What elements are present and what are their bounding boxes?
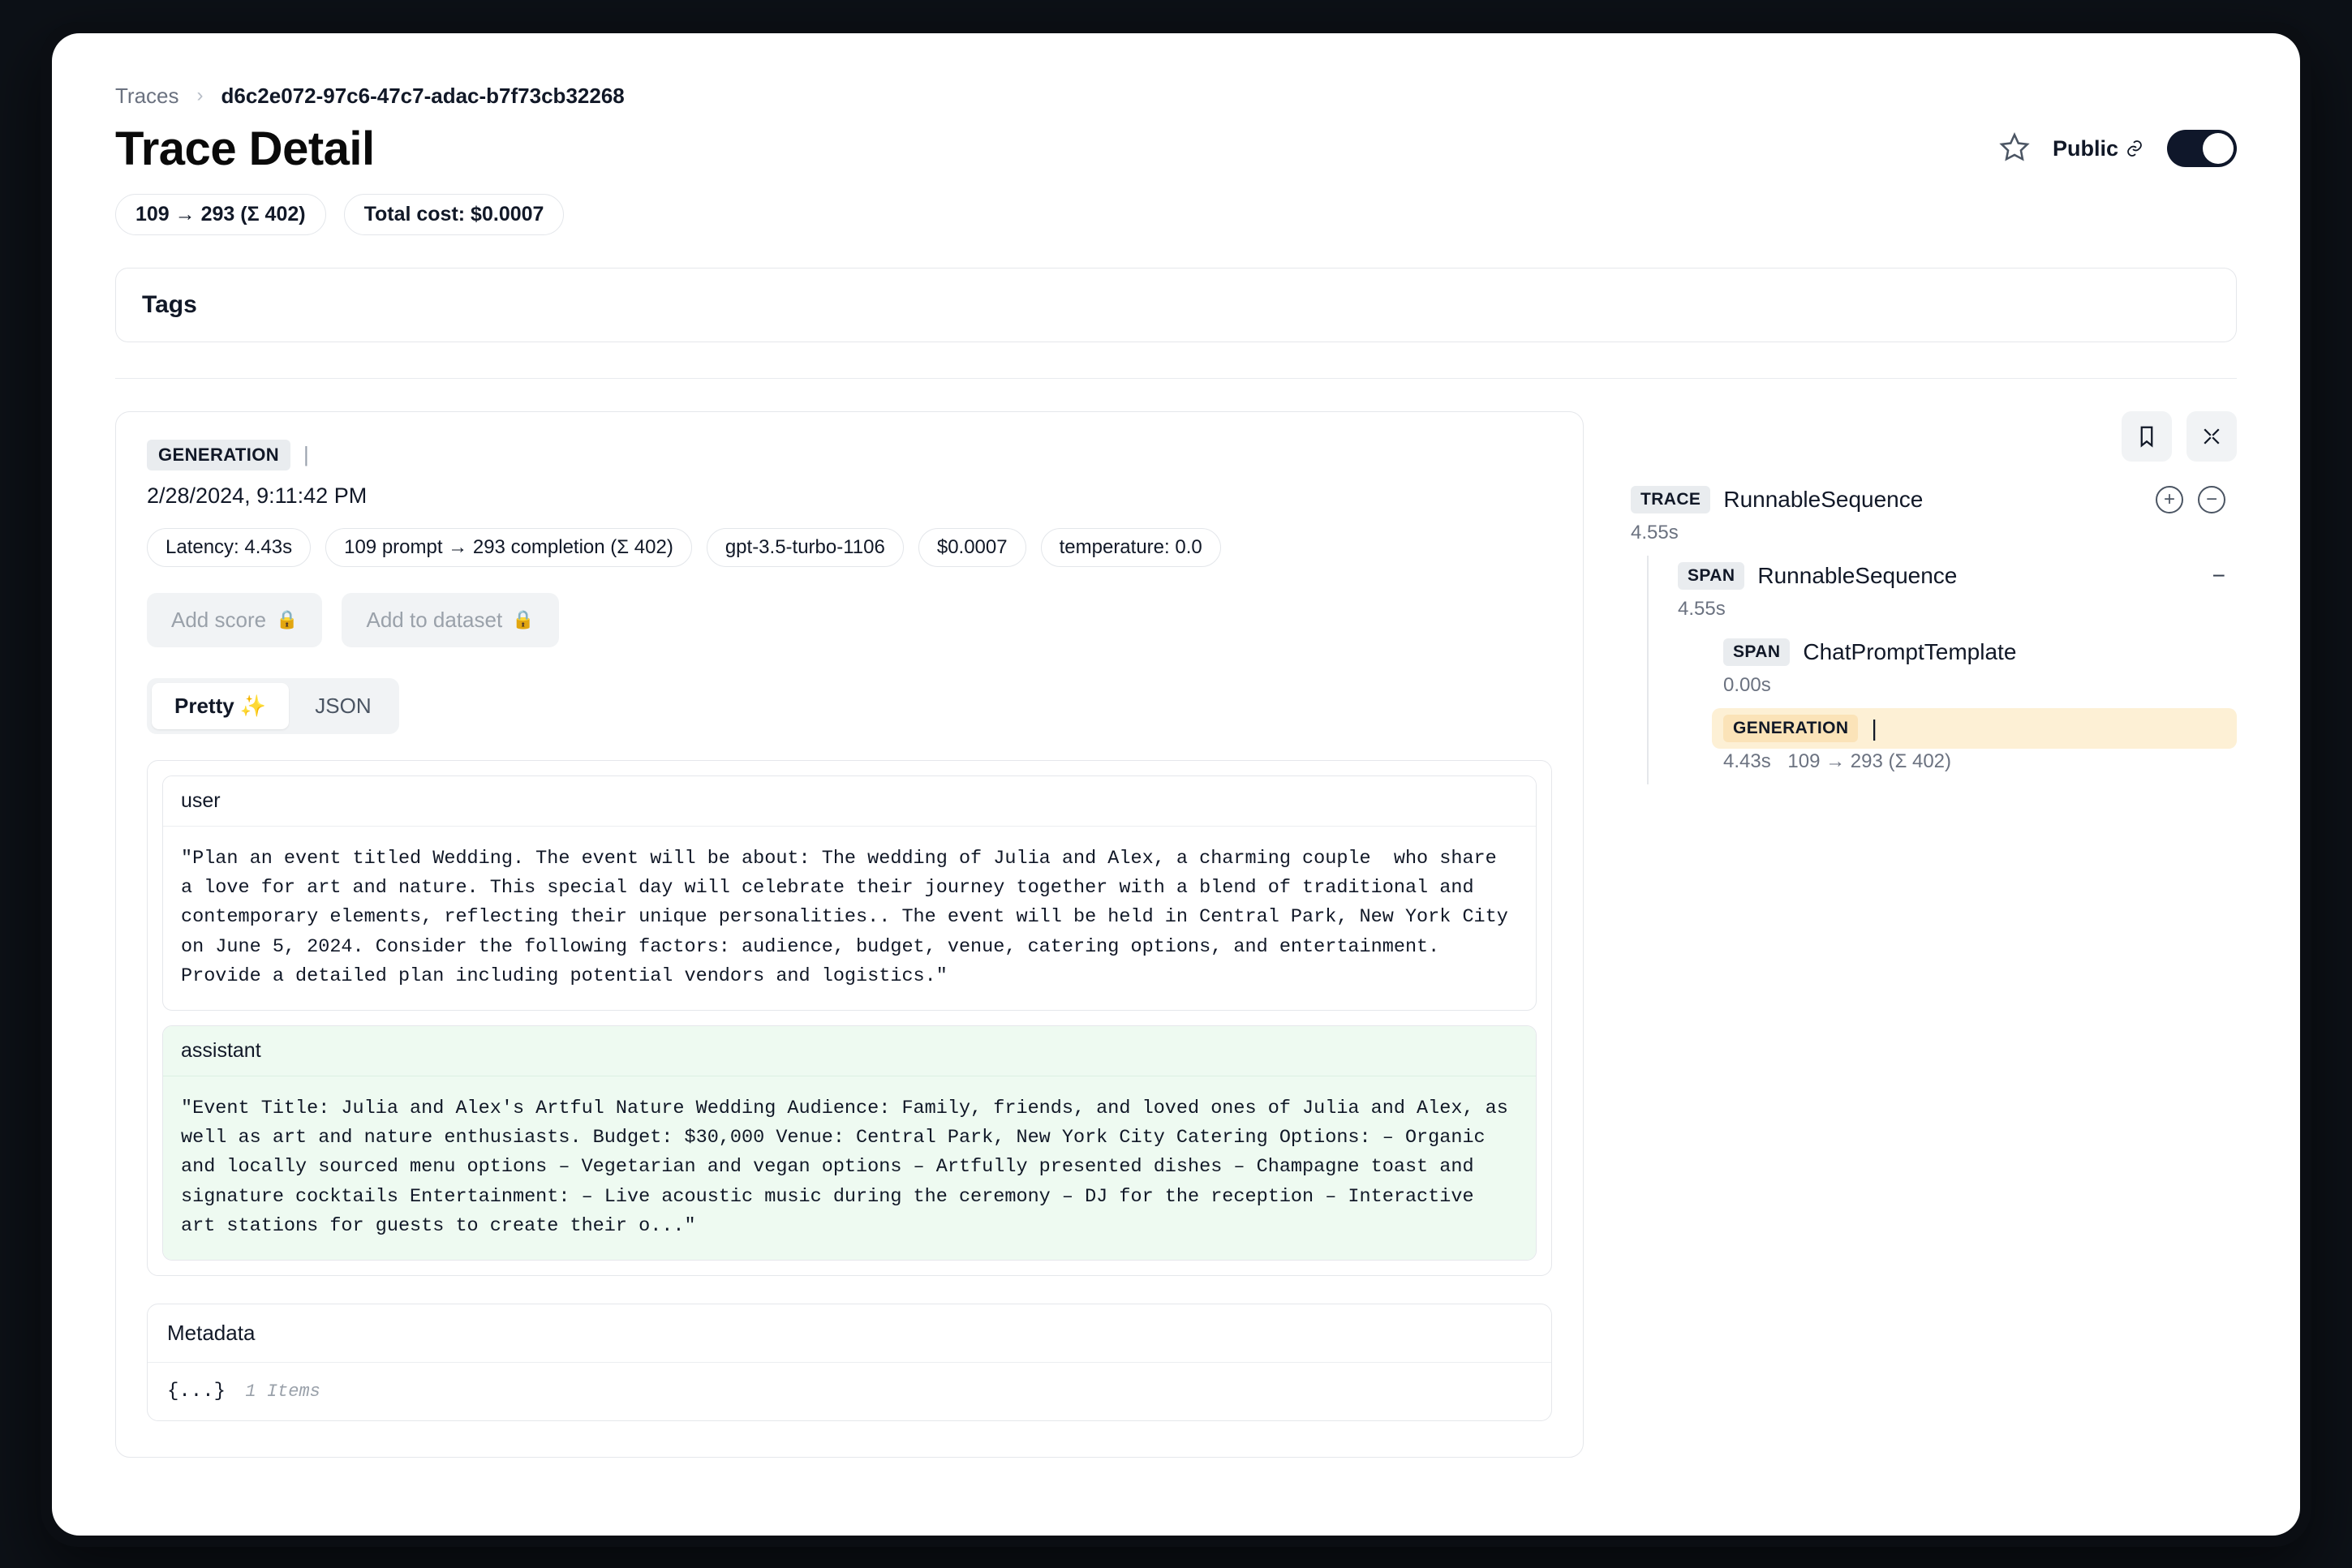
metadata-value: {...} <box>167 1380 226 1403</box>
node-row[interactable] <box>1666 556 2237 596</box>
temperature-chip: temperature: 0.0 <box>1041 528 1221 567</box>
message-text: "Event Title: Julia and Alex's Artful Nature Wedding Audience: Family, friends, and loved ones of Julia and Alex, as well as art and nature enthusiasts. Budget: $30,000 Venue: Central Park, New York City Catering Options: – Organic and locally sourced menu options – Vegetarian and vegan options – Artfully presented dishes – Champagne toast and signature cocktails Entertainment: – Live acoustic music during the ceremony – DJ for the reception – Interactive art stations for guests to create their o..." <box>163 1076 1536 1260</box>
plus-circle-icon[interactable]: + <box>2156 486 2183 513</box>
tokens-chip: 109 prompt → 293 completion (Σ 402) <box>325 528 692 567</box>
node-badge: SPAN <box>1678 562 1744 590</box>
trace-tree-panel <box>1619 411 2237 784</box>
lock-icon: 🔒 <box>276 609 299 629</box>
add-score-button[interactable] <box>147 593 322 647</box>
cost-chip: $0.0007 <box>918 528 1026 567</box>
latency-chip: Latency: 4.43s <box>147 528 311 567</box>
io-container <box>147 760 1552 1276</box>
add-to-dataset-label: Add to dataset <box>366 607 503 632</box>
tab-json[interactable]: JSON <box>315 693 372 718</box>
breadcrumb <box>115 84 2237 109</box>
node-duration: 4.55s <box>1678 597 1726 620</box>
node-badge: TRACE <box>1631 486 1710 513</box>
observation-timestamp: 2/28/2024, 9:11:42 PM <box>147 483 368 508</box>
message-assistant <box>162 1025 1537 1261</box>
minus-circle-icon[interactable]: − <box>2198 486 2225 513</box>
node-duration: 0.00s <box>1723 673 1771 696</box>
page-title: Trace Detail <box>115 122 375 175</box>
observation-actions <box>147 593 1552 647</box>
main-split <box>115 411 2237 1458</box>
metadata-items-count: 1 Items <box>245 1381 320 1402</box>
public-label: Public <box>2052 135 2118 161</box>
message-role: assistant <box>163 1026 1536 1076</box>
total-cost-chip: Total cost: $0.0007 <box>344 194 565 235</box>
message-user <box>162 775 1537 1011</box>
node-row[interactable] <box>1712 708 2237 749</box>
node-title: RunnableSequence <box>1723 486 1924 512</box>
node-duration <box>1712 749 2237 784</box>
metadata-body[interactable] <box>148 1363 1551 1420</box>
message-text: "Plan an event titled Wedding. The event will be about: The wedding of Julia and Alex, a charming couple who share a love for art and nature. This special day will celebrate their journey together with a blend of traditional and contemporary elements, reflecting their unique personalities.. The event will be held in Central Park, New York City on June 5, 2024. Consider the following factors: audience, budget, venue, catering options, and entertainment. Provide a detailed plan including potential vendors and logistics." <box>181 847 1520 988</box>
observation-header <box>147 440 1552 470</box>
collapse-icon[interactable] <box>2186 411 2237 462</box>
chevron-right-icon: › <box>196 84 204 106</box>
lock-icon: 🔒 <box>512 609 535 629</box>
node-collapse-toggle[interactable]: − <box>2212 562 2225 588</box>
node-title: | <box>1871 715 1877 741</box>
toggle-knob <box>2203 133 2234 164</box>
public-toggle[interactable] <box>2167 130 2237 167</box>
tags-title: Tags <box>142 290 197 318</box>
node-duration-value: 4.43s <box>1723 750 1771 772</box>
observation-tree <box>1619 479 2237 784</box>
node-row[interactable] <box>1712 632 2237 672</box>
link-icon <box>2125 139 2144 158</box>
breadcrumb-traces[interactable]: Traces <box>115 83 179 108</box>
node-title: RunnableSequence <box>1757 562 1958 588</box>
node-row[interactable] <box>1619 479 2237 520</box>
tree-node-generation[interactable] <box>1694 708 2237 784</box>
star-icon[interactable] <box>1999 131 2030 166</box>
add-to-dataset-button[interactable] <box>342 593 558 647</box>
model-chip: gpt-3.5-turbo-1106 <box>707 528 904 567</box>
tab-pretty[interactable]: Pretty ✨ <box>152 683 289 729</box>
title-row <box>115 122 2237 176</box>
tree-toolbar <box>1619 411 2237 462</box>
node-title: ChatPromptTemplate <box>1803 638 2017 664</box>
section-divider <box>115 378 2237 379</box>
tree-node-trace[interactable] <box>1619 479 2237 784</box>
tags-card[interactable] <box>115 268 2237 342</box>
node-duration: 4.55s <box>1631 521 1679 543</box>
observation-name: | <box>303 442 309 466</box>
message-role: user <box>163 776 1536 827</box>
view-mode-tabs <box>147 678 399 734</box>
page-content <box>52 33 2300 1536</box>
observation-detail-card <box>115 411 1584 1458</box>
observation-meta-chips <box>147 528 1552 567</box>
tree-node-span-chatprompttemplate[interactable] <box>1694 632 2237 708</box>
device-frame <box>41 22 2311 1547</box>
screen <box>52 33 2300 1536</box>
observation-type-badge: GENERATION <box>147 440 290 470</box>
tree-node-span-runnablesequence[interactable] <box>1647 556 2237 784</box>
bookmark-icon[interactable] <box>2122 411 2172 462</box>
trace-stats <box>115 194 2237 235</box>
node-token-count: 109 → 293 (Σ 402) <box>1787 750 1952 772</box>
node-badge: GENERATION <box>1723 715 1858 742</box>
public-link[interactable] <box>2053 136 2144 161</box>
node-controls <box>2156 486 2225 513</box>
breadcrumb-trace-id: d6c2e072-97c6-47c7-adac-b7f73cb32268 <box>221 83 625 108</box>
metadata-title: Metadata <box>148 1304 1551 1363</box>
metadata-section <box>147 1304 1552 1421</box>
title-actions <box>1999 130 2237 167</box>
token-count-chip: 109 → 293 (Σ 402) <box>115 194 326 235</box>
node-badge: SPAN <box>1723 638 1790 666</box>
add-score-label: Add score <box>171 607 267 632</box>
